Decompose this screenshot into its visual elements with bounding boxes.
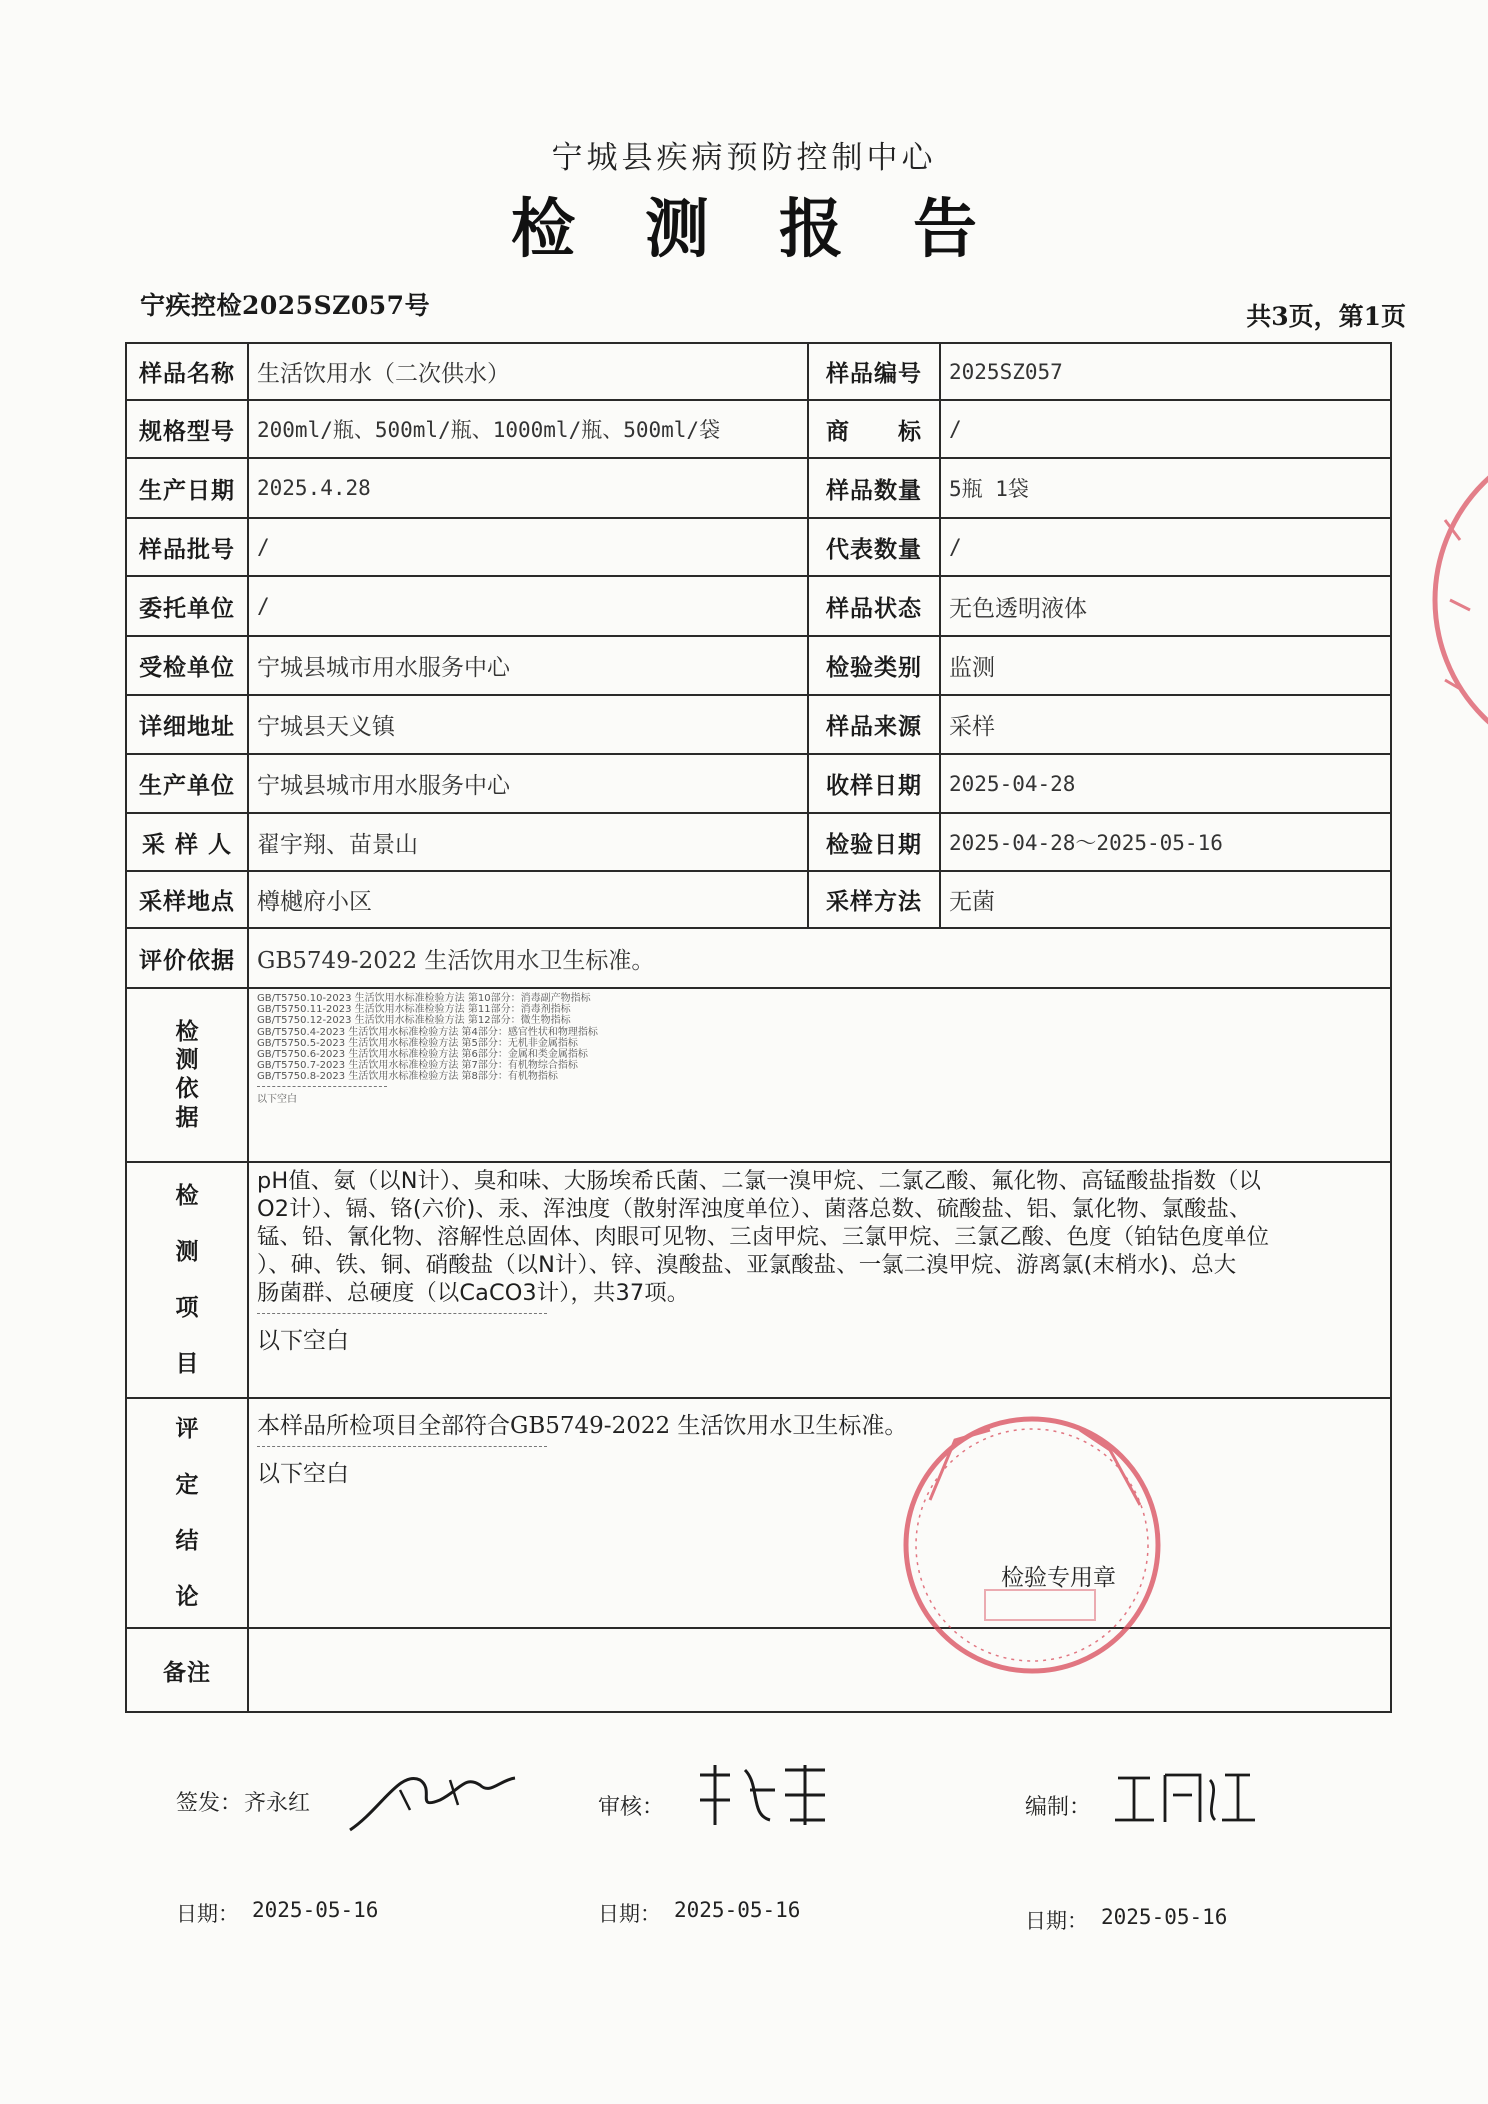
field-label: 采样地点 xyxy=(126,871,248,928)
field-value: 无菌 xyxy=(940,871,1391,928)
inspection-seal xyxy=(906,1419,1158,1671)
field-label: 检验日期 xyxy=(808,813,940,871)
field-value: 宁城县天义镇 xyxy=(248,695,808,754)
field-value: / xyxy=(248,576,808,636)
field-label: 收样日期 xyxy=(808,754,940,813)
issuer-date: 2025-05-16 xyxy=(252,1898,379,1922)
evaluation-basis-value: GB5749-2022 生活饮用水卫生标准。 xyxy=(248,928,1391,988)
test-item-line: O2计）、镉、铬(六价)、汞、浑浊度（散射浑浊度单位）、菌落总数、硫酸盐、铝、氯化物、氯酸盐、 xyxy=(257,1196,1252,1222)
field-value: 宁城县城市用水服务中心 xyxy=(248,636,808,695)
method-item: GB/T5750.5-2023 生活饮用水标准检验方法 第5部分：无机非金属指标 xyxy=(257,1037,578,1049)
test-item-line: 锰、铅、氰化物、溶解性总固体、肉眼可见物、三卤甲烷、三氯甲烷、三氯乙酸、色度（铂钴色度单位 xyxy=(257,1224,1270,1250)
field-value: 樽樾府小区 xyxy=(248,871,808,928)
field-label: 样品来源 xyxy=(808,695,940,754)
methods-blank: 以下空白 xyxy=(257,1093,297,1105)
field-label: 生产日期 xyxy=(126,458,248,518)
reviewer-signature xyxy=(690,1755,840,1835)
method-item: GB/T5750.8-2023 生活饮用水标准检验方法 第8部分：有机物指标 xyxy=(257,1071,558,1083)
editor-label: 编制： xyxy=(1025,1795,1092,1820)
remarks-label: 备注 xyxy=(126,1628,248,1712)
field-label: 详细地址 xyxy=(126,695,248,754)
field-value: 翟宇翔、苗景山 xyxy=(248,813,808,871)
conclusion-blank: 以下空白 xyxy=(257,1461,349,1487)
reviewer-date-label: 日期： xyxy=(598,1902,661,1926)
report-number: 宁疾控检2025SZ057号 xyxy=(140,291,431,320)
field-label: 样品名称 xyxy=(126,343,248,400)
test-item-line: pH值、氨（以N计）、臭和味、大肠埃希氏菌、二氯一溴甲烷、二氯乙酸、氟化物、高锰酸盐指数（以 xyxy=(257,1168,1261,1194)
issuer-signature xyxy=(340,1750,540,1840)
method-item: GB/T5750.10-2023 生活饮用水标准检验方法 第10部分：消毒副产物指标 xyxy=(257,993,591,1004)
editor-date-label: 日期： xyxy=(1025,1909,1088,1933)
field-value: 采样 xyxy=(940,695,1391,754)
issuer-name: 齐永红 xyxy=(244,1791,311,1816)
reviewer-label: 审核： xyxy=(598,1795,665,1820)
organization-name: 宁城县疾病预防控制中心 xyxy=(551,140,937,176)
field-label: 样品编号 xyxy=(808,343,940,400)
reviewer-date: 2025-05-16 xyxy=(674,1898,801,1922)
field-value: 宁城县城市用水服务中心 xyxy=(248,754,808,813)
field-label: 采 样 人 xyxy=(126,813,248,871)
field-value: 监测 xyxy=(940,636,1391,695)
conclusion-label-text: 评 定 结 论 xyxy=(175,1415,199,1610)
field-label: 委托单位 xyxy=(126,576,248,636)
field-label: 采样方法 xyxy=(808,871,940,928)
test-item-line: 肠菌群、总硬度（以CaCO3计），共37项。 xyxy=(257,1280,690,1306)
field-label: 样品数量 xyxy=(808,458,940,518)
field-label: 规格型号 xyxy=(126,400,248,458)
field-value: 2025-04-28 xyxy=(940,754,1391,813)
field-label: 代表数量 xyxy=(808,518,940,576)
field-value: / xyxy=(940,400,1391,458)
test-basis-label-text: 检 测 依 据 xyxy=(175,1017,199,1131)
field-value: 2025SZ057 xyxy=(940,343,1391,400)
issuer-date-label: 日期： xyxy=(176,1902,239,1926)
test-items-label-text: 检 测 项 目 xyxy=(175,1182,199,1377)
field-label: 生产单位 xyxy=(126,754,248,813)
field-label: 受检单位 xyxy=(126,636,248,695)
field-value: 200ml/瓶、500ml/瓶、1000ml/瓶、500ml/袋 xyxy=(248,400,808,458)
method-item: GB/T5750.4-2023 生活饮用水标准检验方法 第4部分：感官性状和物理指标 xyxy=(257,1026,598,1038)
page-info: 共3页，第1页 xyxy=(1246,302,1406,331)
method-item: GB/T5750.6-2023 生活饮用水标准检验方法 第6部分：金属和类金属指标 xyxy=(257,1049,588,1061)
field-label: 商 标 xyxy=(808,400,940,458)
editor-date: 2025-05-16 xyxy=(1101,1905,1228,1929)
report-title: 检测报告 xyxy=(511,192,1047,267)
field-label: 检验类别 xyxy=(808,636,940,695)
method-item: GB/T5750.12-2023 生活饮用水标准检验方法 第12部分：微生物指标 xyxy=(257,1015,571,1027)
issuer-label: 签发： xyxy=(176,1791,243,1816)
conclusion-text: 本样品所检项目全部符合GB5749-2022 生活饮用水卫生标准。 xyxy=(257,1413,908,1439)
field-label: 样品批号 xyxy=(126,518,248,576)
field-value: 2025-04-28～2025-05-16 xyxy=(940,813,1391,871)
field-value: / xyxy=(940,518,1391,576)
test-item-line: ）、砷、铁、铜、硝酸盐（以N计）、锌、溴酸盐、亚氯酸盐、一氯二溴甲烷、游离氯(末梢水)、总大 xyxy=(257,1252,1237,1278)
field-value: 生活饮用水（二次供水） xyxy=(248,343,808,400)
field-label: 样品状态 xyxy=(808,576,940,636)
field-value: 2025.4.28 xyxy=(248,458,808,518)
test-items-blank: 以下空白 xyxy=(257,1328,349,1354)
edge-seal xyxy=(1435,435,1488,765)
field-value: 5瓶 1袋 xyxy=(940,458,1391,518)
evaluation-basis-label: 评价依据 xyxy=(126,928,248,988)
method-item: GB/T5750.11-2023 生活饮用水标准检验方法 第11部分：消毒剂指标 xyxy=(257,1004,571,1016)
stamp-caption: 检验专用章 xyxy=(1001,1565,1116,1591)
field-value: 无色透明液体 xyxy=(940,576,1391,636)
editor-signature xyxy=(1110,1760,1260,1835)
method-item: GB/T5750.7-2023 生活饮用水标准检验方法 第7部分：有机物综合指标 xyxy=(257,1060,578,1072)
field-value: / xyxy=(248,518,808,576)
